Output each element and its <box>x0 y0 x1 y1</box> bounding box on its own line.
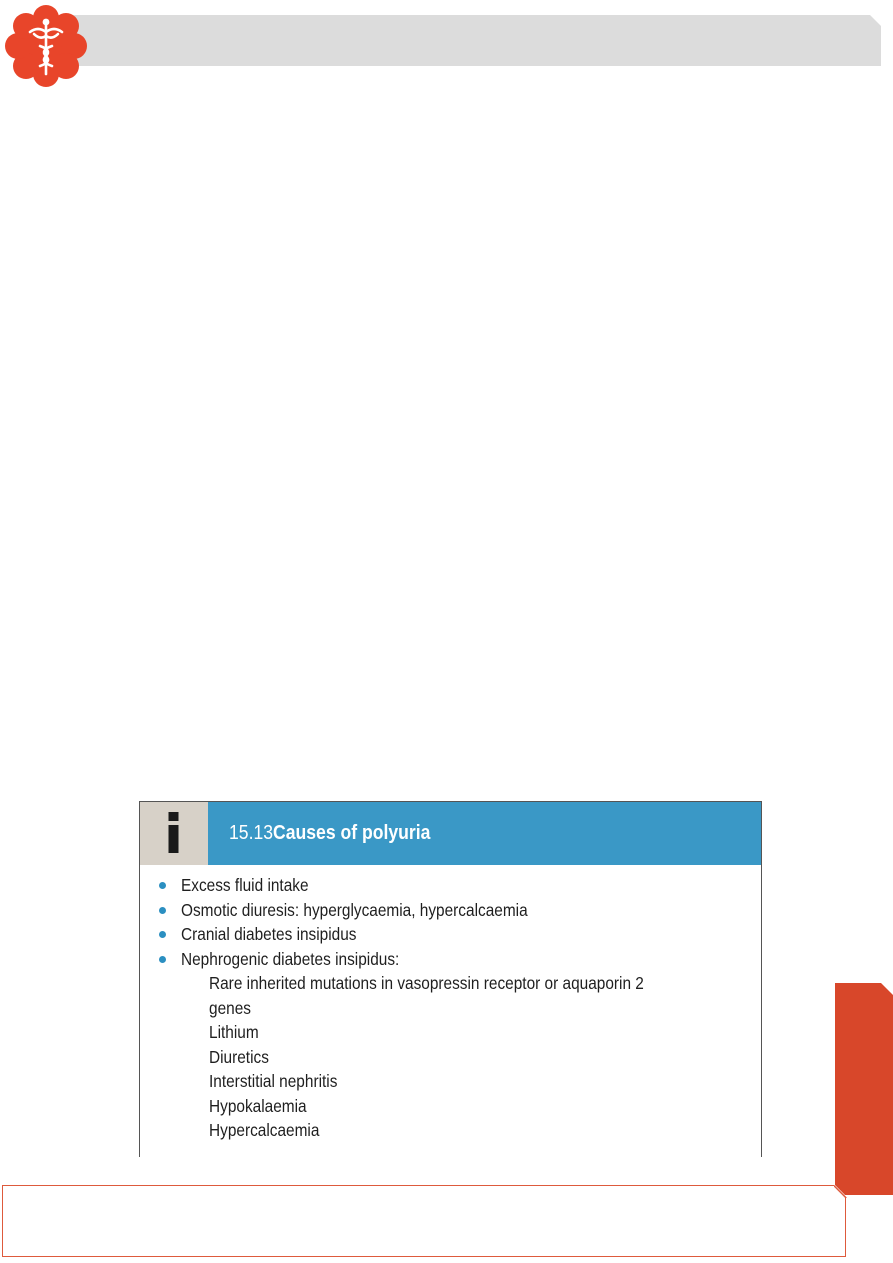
sublist-item <box>181 1094 761 1119</box>
list-item <box>140 873 761 898</box>
sublist-item-text: genes <box>209 997 251 1018</box>
nephrogenic-causes-sublist <box>181 971 761 1143</box>
list-item <box>140 898 761 923</box>
info-i-icon <box>140 802 208 865</box>
box-title: Causes of polyuria <box>273 822 431 844</box>
sublist-item <box>181 1045 761 1070</box>
info-box <box>139 801 762 1157</box>
list-item-text: Osmotic diuresis: hyperglycaemia, hypercalcaemia <box>181 899 528 920</box>
bullet-icon <box>159 931 166 938</box>
bullet-icon <box>159 907 166 914</box>
bullet-icon <box>159 956 166 963</box>
caduceus-flower-icon <box>0 0 92 92</box>
list-item <box>140 922 761 947</box>
list-item <box>140 947 761 1143</box>
bullet-icon <box>159 882 166 889</box>
sublist-item <box>181 996 761 1021</box>
info-glyph <box>140 802 208 865</box>
header-bar <box>44 15 881 66</box>
sublist-item <box>181 971 761 996</box>
sublist-item-text: Interstitial nephritis <box>209 1071 338 1091</box>
box-number: 15.13 <box>229 822 274 844</box>
sublist-item-text: Rare inherited mutations in vasopressin receptor or aquaporin 2 <box>209 973 644 993</box>
sublist-item-text: Lithium <box>209 1022 259 1042</box>
sublist-item <box>181 1020 761 1045</box>
chapter-side-tab <box>835 983 893 1195</box>
list-item-text: Cranial diabetes insipidus <box>181 924 357 944</box>
footer-corner-line <box>834 1185 847 1198</box>
sublist-item-text: Diuretics <box>209 1046 269 1067</box>
list-item-text: Excess fluid intake <box>181 875 309 895</box>
sublist-item <box>181 1069 761 1094</box>
footer-box <box>2 1185 846 1257</box>
info-box-title-bar <box>208 802 761 865</box>
list-item-text: Nephrogenic diabetes insipidus: <box>181 948 400 969</box>
sublist-item-text: Hypercalcaemia <box>209 1120 320 1140</box>
causes-list <box>140 865 761 1143</box>
sublist-item-text: Hypokalaemia <box>209 1095 307 1116</box>
sublist-item <box>181 1118 761 1143</box>
info-box-header <box>140 802 761 865</box>
